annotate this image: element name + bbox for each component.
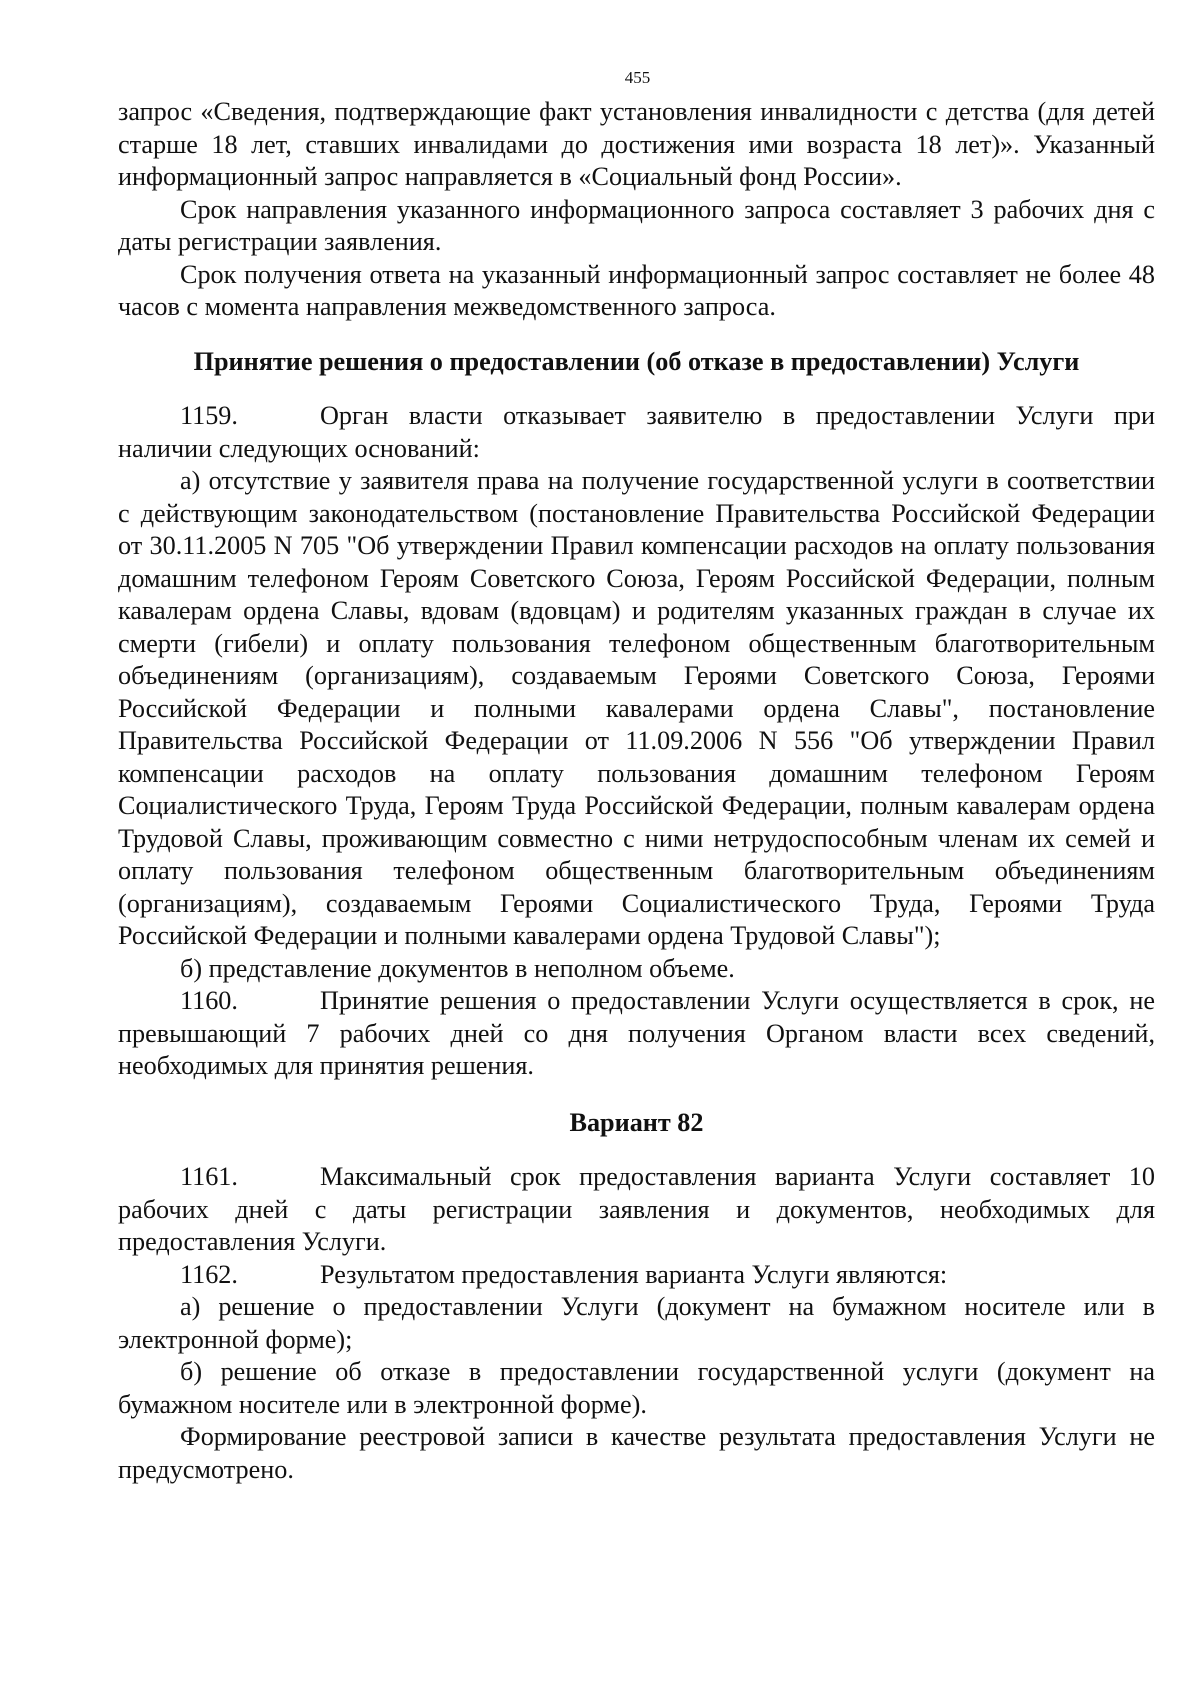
clause-number: 1162. xyxy=(180,1259,238,1289)
clause-number: 1159. xyxy=(180,401,238,430)
clause-1162-item-b: б) решение об отказе в предоставлении государственной услуги (документ на бумажном носителе или в электронной форме). xyxy=(118,1357,1155,1419)
page-number: 455 xyxy=(624,68,651,87)
section-heading-decision: Принятие решения о предоставлении (об отказе в предоставлении) Услуги xyxy=(193,346,1080,376)
clause-1159-item-b: б) представление документов в неполном объеме. xyxy=(180,953,735,983)
paragraph-request-deadline: Срок направления указанного информационного запроса составляет 3 рабочих дня с даты регистрации заявления. xyxy=(118,194,1155,256)
clause-1160 xyxy=(118,985,1155,1083)
clause-text: Принятие решения о предоставлении Услуги осуществляется в срок, не превышающий 7 рабочих дней со дня получения Органом власти всех сведений, необходимых для принятия решения. xyxy=(118,986,1155,1080)
clause-text: Орган власти отказывает заявителю в предоставлении Услуги при наличии следующих оснований: xyxy=(118,401,1155,463)
clause-1159 xyxy=(118,400,1155,465)
clause-1159-item-a: а) отсутствие у заявителя права на получение государственной услуги в соответствии с действующим законодательством (постановление Правительства Российской Федерации от 30.11.2005 N 705 "Об утверждении Правил компенсации расходов на оплату пользования домашним телефоном Героям Советского Союза, Героям Российской Федерации, полным кавалерам ордена Славы, вдовам (вдовцам) и родителям указанных граждан в случае их смерти (гибели) и оплату пользования телефоном общественным благотворительным объединениям (организациям), создаваемым Героями Советского Союза, Героями Российской Федерации и полными кавалерами ордена Славы", постановление Правительства Российской Федерации от 11.09.2006 N 556 "Об утверждении Правил компенсации расходов на оплату пользования домашним телефоном Героям Социалистического Труда, Героям Труда Российской Федерации, полным кавалерам ордена Трудовой Славы, проживающим совместно с ними нетрудоспособным членам их семей и оплату пользования телефоном общественным благотворительным объединениям (организациям), создаваемым Героями Социалистического Труда, Героями Труда Российской Федерации и полными кавалерами ордена Трудовой Славы"); xyxy=(118,466,1155,950)
paragraph-request-continuation: запрос «Сведения, подтверждающие факт установления инвалидности с детства (для детей старше 18 лет, ставших инвалидами до достижения ими возраста 18 лет)». Указанный информационный запрос направляется в «Социальный фонд России». xyxy=(118,97,1155,191)
paragraph-response-deadline: Срок получения ответа на указанный информационный запрос составляет не более 48 часов с момента направления межведомственного запроса. xyxy=(118,259,1155,321)
clause-number: 1160. xyxy=(180,986,238,1015)
clause-1161 xyxy=(118,1161,1155,1259)
document-page xyxy=(118,68,1155,1486)
clause-text: Результатом предоставления варианта Услуги являются: xyxy=(320,1259,948,1289)
clause-1162 xyxy=(118,1259,1155,1292)
clause-1162-item-a: а) решение о предоставлении Услуги (документ на бумажном носителе или в электронной форме); xyxy=(118,1292,1155,1354)
clause-text: Максимальный срок предоставления варианта Услуги составляет 10 рабочих дней с даты регистрации заявления и документов, необходимых для предоставления Услуги. xyxy=(118,1162,1155,1256)
variant-heading: Вариант 82 xyxy=(569,1107,704,1137)
clause-number: 1161. xyxy=(180,1162,238,1191)
closing-paragraph: Формирование реестровой записи в качестве результата предоставления Услуги не предусмотрено. xyxy=(118,1422,1155,1484)
